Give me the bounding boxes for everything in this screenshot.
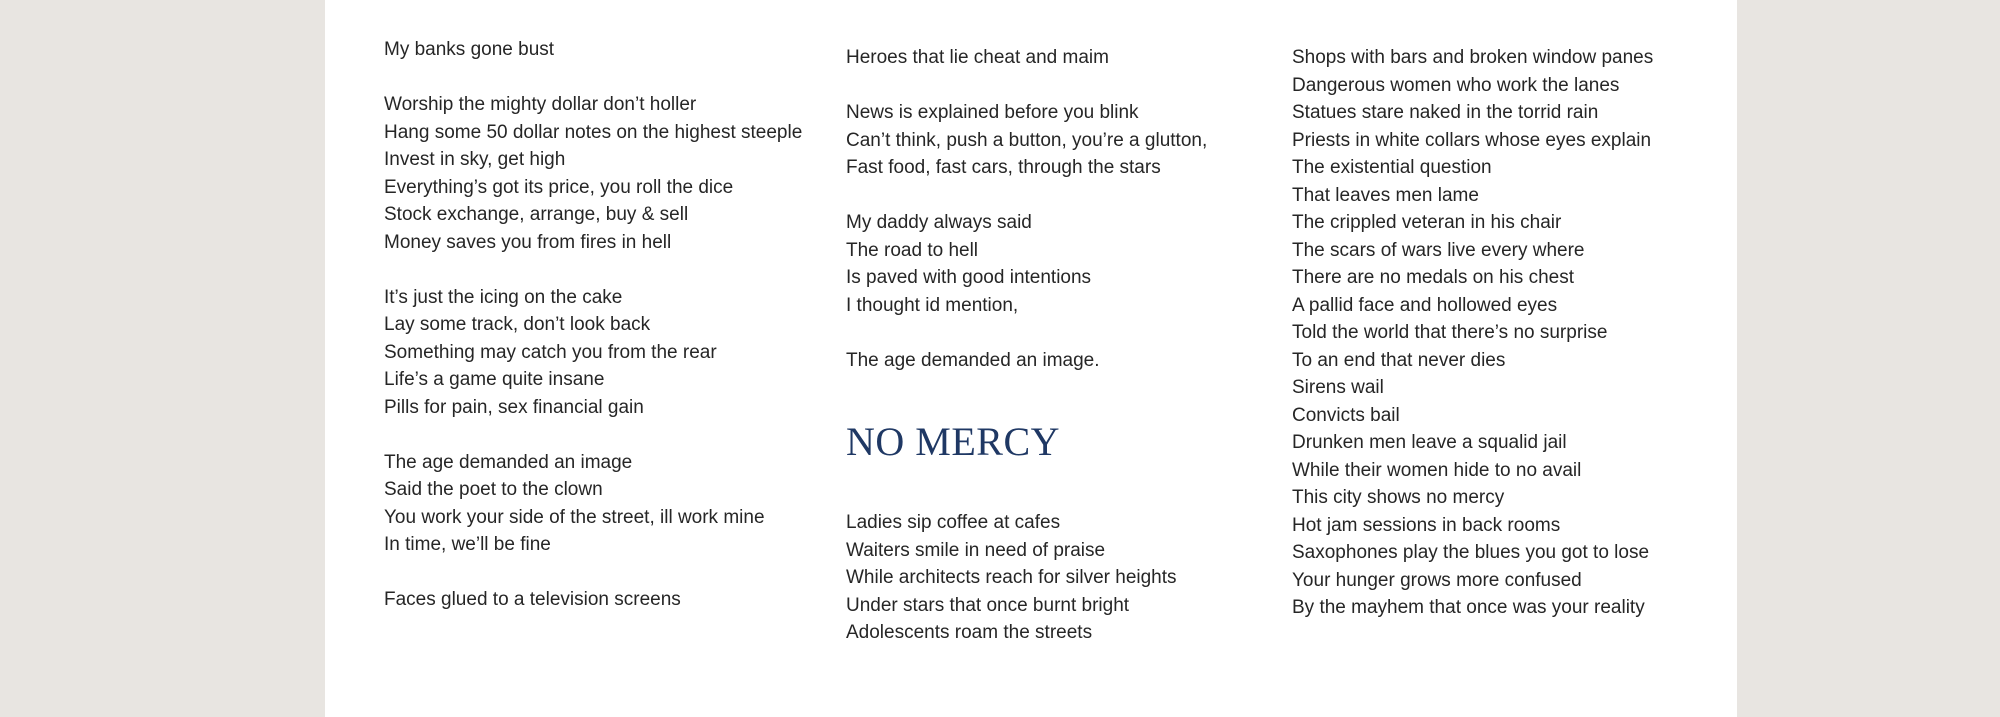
poem-line[interactable]: Statues stare naked in the torrid rain [1292, 102, 1599, 123]
poem-line[interactable]: Shops with bars and broken window panes [1292, 47, 1654, 68]
poem-line[interactable]: While their women hide to no avail [1292, 459, 1582, 481]
poem-line[interactable]: Sirens wail [1292, 377, 1384, 398]
poem-line[interactable]: Faces glued to a television screens [384, 589, 681, 610]
poem-stanza [384, 284, 844, 422]
poem-line[interactable]: By the mayhem that once was your reality [1292, 597, 1645, 618]
poem-line[interactable]: News is explained before you blink [846, 102, 1139, 123]
poem-column-2 [846, 44, 1291, 647]
poem-line[interactable]: Hot jam sessions in back rooms [1292, 514, 1561, 536]
poem-line[interactable]: Priests in white collars whose eyes explain [1292, 129, 1652, 151]
poem-line[interactable]: Money saves you from fires in hell [384, 231, 672, 253]
poem-line[interactable]: Drunken men leave a squalid jail [1292, 432, 1567, 453]
document-page[interactable] [325, 0, 1737, 717]
poem-line[interactable]: Fast food, fast cars, through the stars [846, 157, 1161, 178]
poem-line[interactable]: My banks gone bust [384, 39, 555, 60]
poem-column-3 [1292, 44, 1737, 622]
poem-line[interactable]: Is paved with good intentions [846, 267, 1092, 288]
poem-line[interactable]: Saxophones play the blues you got to lose [1292, 542, 1650, 563]
poem-line[interactable]: Heroes that lie cheat and maim [846, 47, 1109, 68]
poem-stanza [384, 586, 844, 614]
poem-line[interactable]: Invest in sky, get high [384, 149, 566, 170]
poem-line[interactable]: I thought id mention, [846, 294, 1019, 316]
document-title[interactable]: NO MERCY [846, 419, 1061, 464]
poem-line[interactable]: Something may catch you from the rear [384, 341, 717, 363]
poem-stanza [846, 347, 1291, 375]
poem-line[interactable]: Adolescents roam the streets [846, 622, 1093, 643]
poem-line[interactable]: Life’s a game quite insane [384, 369, 605, 390]
poem-line[interactable]: The age demanded an image. [846, 349, 1100, 371]
poem-stanza [846, 209, 1291, 319]
poem-line[interactable]: While architects reach for silver heights [846, 567, 1177, 588]
poem-line[interactable]: You work your side of the street, ill work mine [384, 506, 765, 528]
poem-line[interactable]: Everything’s got its price, you roll the dice [384, 176, 734, 198]
poem-line[interactable]: Can’t think, push a button, you’re a glutton, [846, 129, 1208, 151]
poem-line[interactable]: Said the poet to the clown [384, 479, 603, 500]
poem-line[interactable]: Under stars that once burnt bright [846, 594, 1130, 616]
poem-line[interactable]: Stock exchange, arrange, buy & sell [384, 204, 689, 225]
poem-line[interactable]: The crippled veteran in his chair [1292, 212, 1562, 233]
poem-line[interactable]: Dangerous women who work the lanes [1292, 74, 1620, 96]
poem-stanza [846, 99, 1291, 182]
poem-line[interactable]: Lay some track, don’t look back [384, 314, 651, 335]
poem-line[interactable]: That leaves men lame [1292, 184, 1479, 206]
poem-line[interactable]: The age demanded an image [384, 451, 633, 473]
poem-line[interactable]: Waiters smile in need of praise [846, 539, 1106, 561]
poem-line[interactable]: A pallid face and hollowed eyes [1292, 294, 1558, 316]
poem-line[interactable]: Worship the mighty dollar don’t holler [384, 94, 697, 115]
poem-line[interactable]: It’s just the icing on the cake [384, 286, 623, 308]
poem-line[interactable]: My daddy always said [846, 212, 1032, 233]
poem-stanza [846, 509, 1291, 647]
poem-stanza [384, 91, 844, 256]
poem-line[interactable]: Your hunger grows more confused [1292, 569, 1582, 591]
poem-line[interactable]: The existential question [1292, 157, 1492, 178]
poem-column-1 [384, 36, 844, 614]
poem-stanza [846, 44, 1291, 72]
poem-line[interactable]: The scars of wars live every where [1292, 239, 1585, 261]
poem-line[interactable]: Told the world that there’s no surprise [1292, 322, 1608, 343]
poem-line[interactable]: There are no medals on his chest [1292, 267, 1574, 288]
poem-line[interactable]: Hang some 50 dollar notes on the highest steeple [384, 121, 803, 143]
poem-stanza [384, 449, 844, 559]
poem-line[interactable]: To an end that never dies [1292, 349, 1506, 371]
poem-line[interactable]: This city shows no mercy [1292, 487, 1505, 508]
poem-stanza [1292, 44, 1737, 622]
poem-line[interactable]: Pills for pain, sex financial gain [384, 396, 644, 418]
poem-line[interactable]: The road to hell [846, 239, 979, 261]
poem-line[interactable]: Convicts bail [1292, 404, 1400, 426]
poem-stanza [384, 36, 844, 64]
poem-line[interactable]: In time, we’ll be fine [384, 534, 551, 555]
poem-line[interactable]: Ladies sip coffee at cafes [846, 512, 1061, 533]
